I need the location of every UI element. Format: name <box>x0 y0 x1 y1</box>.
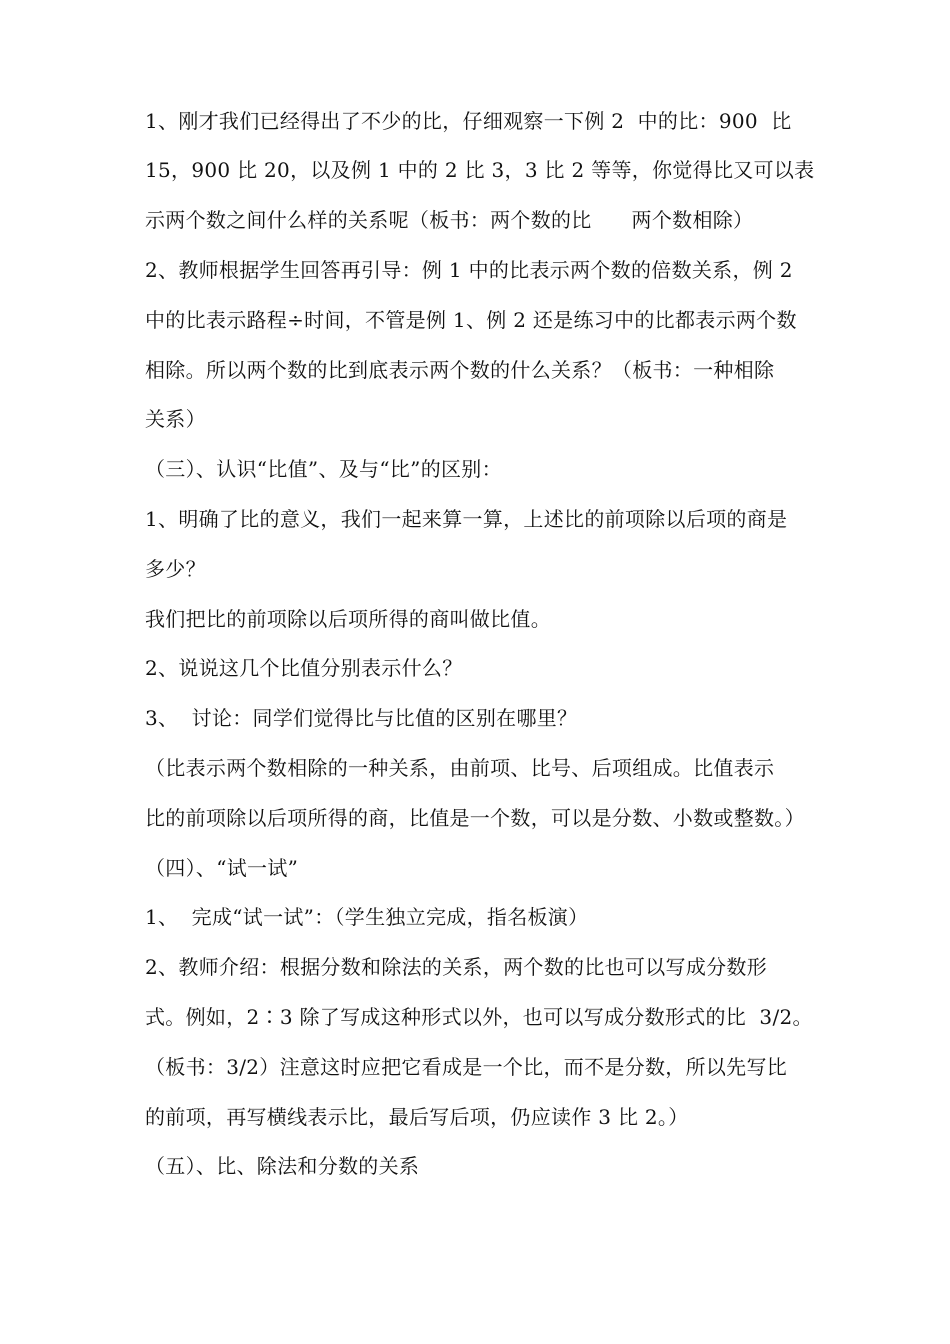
paragraph-line: 示两个数之间什么样的关系呢（板书：两个数的比 两个数相除） <box>145 208 754 232</box>
paragraph-line: 1、明确了比的意义，我们一起来算一算，上述比的前项除以后项的商是 <box>145 507 788 531</box>
paragraph-line: 1、 完成“试一试”：（学生独立完成，指名板演） <box>145 905 589 929</box>
paragraph-line: （板书：3/2）注意这时应把它看成是一个比，而不是分数，所以先写比 <box>145 1055 788 1079</box>
paragraph-line: 比的前项除以后项所得的商，比值是一个数，可以是分数、小数或整数。） <box>145 806 805 830</box>
paragraph-line: 我们把比的前项除以后项所得的商叫做比值。 <box>145 607 551 631</box>
section-heading: （五）、比、除法和分数的关系 <box>145 1154 420 1178</box>
paragraph-line: 2、教师根据学生回答再引导：例 1 中的比表示两个数的倍数关系，例 2 <box>145 258 793 282</box>
paragraph-line: 多少？ <box>145 557 206 581</box>
paragraph-line: 1、刚才我们已经得出了不少的比，仔细观察一下例 2 中的比：900 比 <box>145 109 792 133</box>
paragraph-line: 2、教师介绍：根据分数和除法的关系，两个数的比也可以写成分数形 <box>145 955 768 979</box>
paragraph-line: （比表示两个数相除的一种关系，由前项、比号、后项组成。比值表示 <box>145 756 775 780</box>
paragraph-line: 关系） <box>145 407 206 431</box>
section-heading: （三）、认识“比值”、及与“比”的区别： <box>145 457 502 481</box>
section-heading: （四）、“试一试” <box>145 856 299 880</box>
paragraph-line: 15，900 比 20，以及例 1 中的 2 比 3，3 比 2 等等，你觉得比又可以表 <box>145 158 815 182</box>
paragraph-line: 的前项，再写横线表示比，最后写后项，仍应读作 3 比 2。） <box>145 1105 689 1129</box>
paragraph-line: 3、 讨论：同学们觉得比与比值的区别在哪里？ <box>145 706 578 730</box>
paragraph-line: 2、说说这几个比值分别表示什么？ <box>145 656 463 680</box>
paragraph-line: 中的比表示路程÷时间，不管是例 1、例 2 还是练习中的比都表示两个数 <box>145 308 797 332</box>
paragraph-line: 相除。所以两个数的比到底表示两个数的什么关系？（板书：一种相除 <box>145 358 775 382</box>
paragraph-line: 式。例如，2∶3 除了写成这种形式以外，也可以写成分数形式的比 3/2。 <box>145 1005 813 1029</box>
